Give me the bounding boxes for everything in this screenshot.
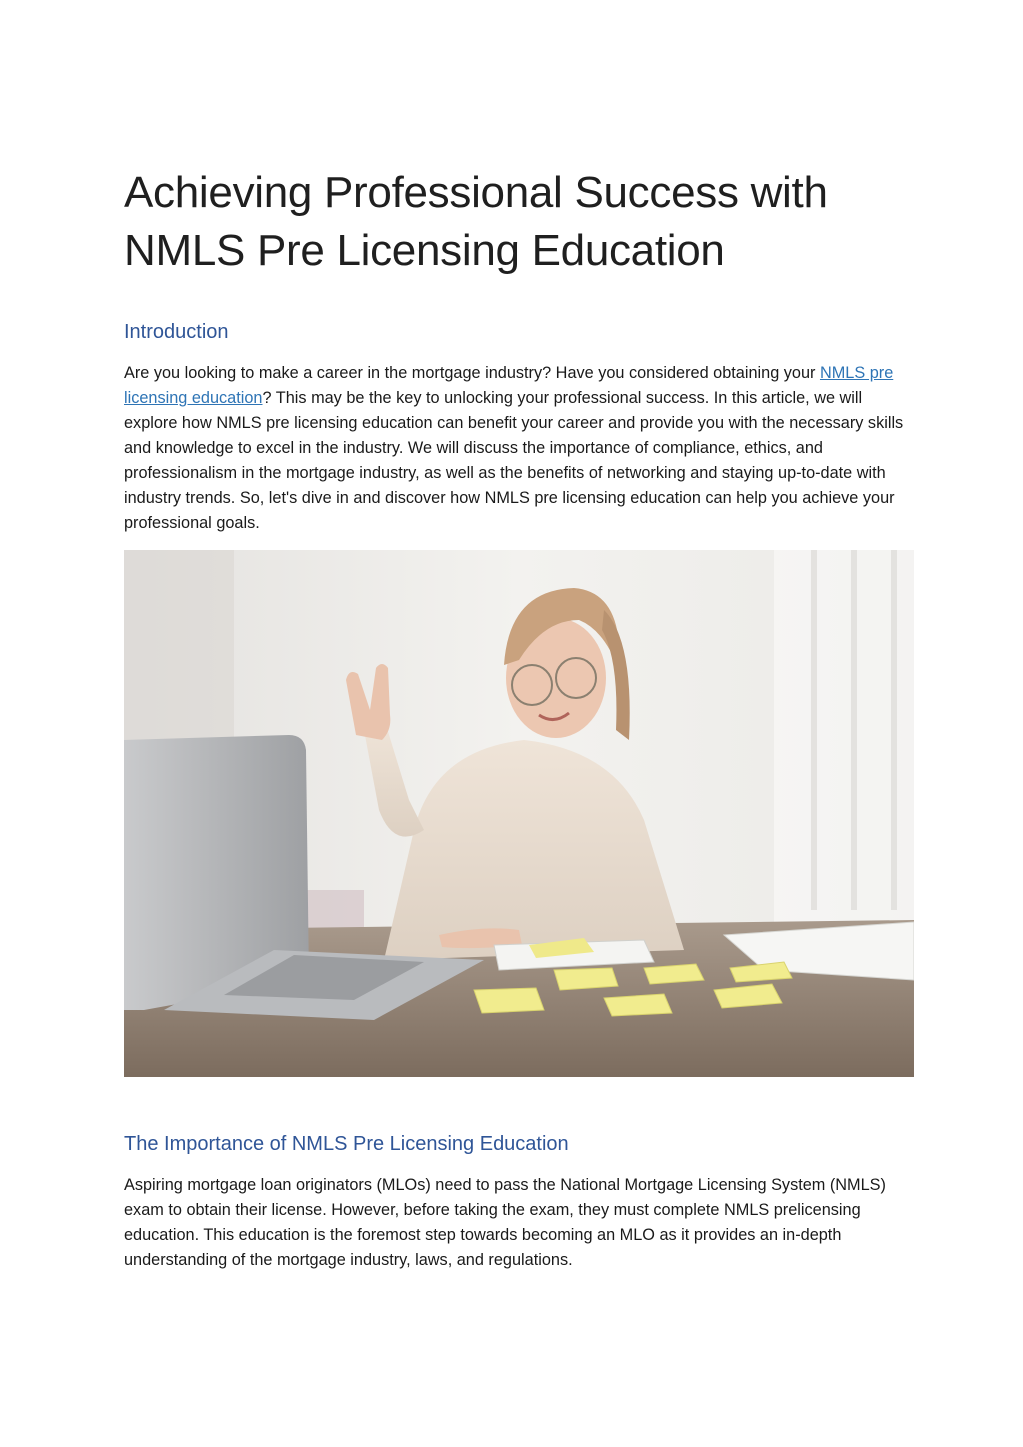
section-heading-importance: The Importance of NMLS Pre Licensing Education xyxy=(124,1133,569,1155)
section-heading-introduction: Introduction xyxy=(124,321,229,343)
importance-paragraph: Aspiring mortgage loan originators (MLOs) need to pass the National Mortgage Licensing System (NMLS) exam to obtain their license. However, before taking the exam, they must complete NMLS prelicensing education. This education is the foremost step towards becoming an MLO as it provides an in-depth understanding of the mortgage industry, laws, and regulations. xyxy=(124,1176,886,1269)
nmls-education-link[interactable]: NMLS pre licensing education xyxy=(124,364,894,407)
intro-text-before-link: Are you looking to make a career in the mortgage industry? Have you considered obtaining your xyxy=(124,364,820,382)
page-title: Achieving Professional Success with NMLS Pre Licensing Education xyxy=(124,168,828,275)
intro-paragraph xyxy=(124,361,914,536)
intro-text-after-link: ? This may be the key to unlocking your professional success. In this article, we will explore how NMLS pre licensing education can benefit your career and provide you with the necessary skills and knowledge to excel in the industry. We will discuss the importance of compliance, ethics, and professionalism in the mortgage industry, as well as the benefits of networking and staying up-to-date with industry trends. So, let's dive in and discover how NMLS pre licensing education can help you achieve your professional goals. xyxy=(124,389,904,532)
article-photo-woman-waving-at-laptop xyxy=(124,550,914,1077)
